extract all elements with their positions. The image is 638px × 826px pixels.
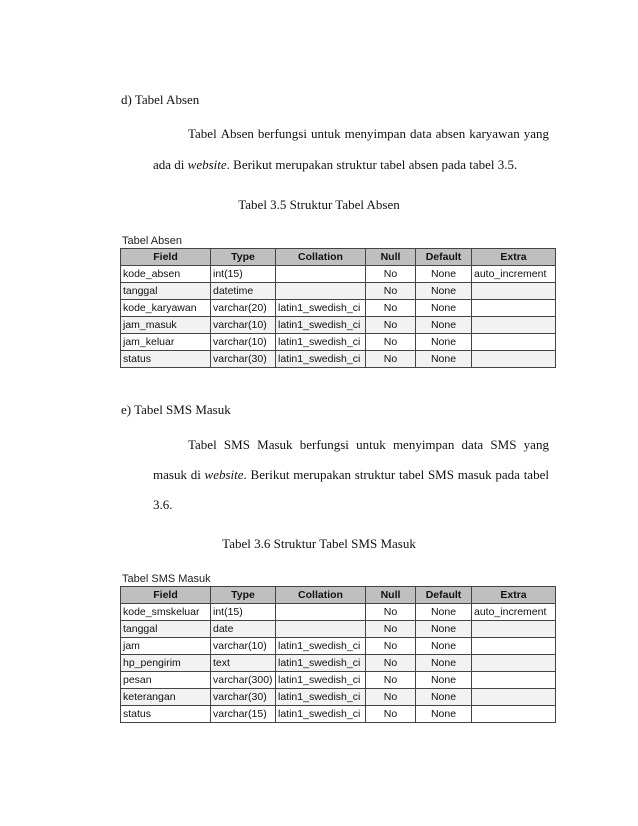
section-e-paragraph-line1 [188,438,549,451]
table-cell-collation: latin1_swedish_ci [276,689,366,706]
table-cell-default: None [416,655,472,672]
paragraph-word: untuk [356,437,386,452]
table-cell-collation: latin1_swedish_ci [276,317,366,334]
table-row [121,317,556,334]
table-cell-collation: latin1_swedish_ci [276,638,366,655]
table-cell-type: varchar(10) [211,317,276,334]
column-header-collation: Collation [276,587,366,604]
table-cell-extra [472,351,556,368]
section-d-paragraph-line1 [188,127,549,140]
paragraph-word: tabel [398,467,425,482]
paragraph-word: yang [523,126,549,141]
table-3-6-caption: Tabel 3.6 Struktur Tabel SMS Masuk [222,536,416,551]
section-d-heading: d) Tabel Absen [121,92,200,107]
paragraph-word: Absen [220,126,254,141]
table-cell-null: No [366,317,416,334]
table-cell-null: No [366,334,416,351]
table-cell-null: No [366,604,416,621]
table-cell-collation: latin1_swedish_ci [276,655,366,672]
tabel-sms-masuk-figure [120,572,556,723]
table-cell-extra [472,689,556,706]
paragraph-word: struktur [354,467,396,482]
tabel-sms-masuk-table [120,586,556,723]
table-cell-extra [472,334,556,351]
table-cell-extra [472,621,556,638]
table-cell-default: None [416,317,472,334]
paragraph-word: di [190,467,201,482]
table-cell-field: pesan [121,672,211,689]
table-cell-default: None [416,283,472,300]
table-cell-type: text [211,655,276,672]
paragraph-word: berfungsi [257,126,307,141]
tabel-sms-masuk-title: Tabel SMS Masuk [122,573,211,585]
table-cell-field: status [121,351,211,368]
table-cell-type: varchar(300) [211,672,276,689]
table-row [121,334,556,351]
paragraph-word: Tabel [188,126,217,141]
column-header-type: Type [211,249,276,266]
table-cell-default: None [416,351,472,368]
table-cell-field: kode_smskeluar [121,604,211,621]
table-row [121,604,556,621]
table-row [121,283,556,300]
table-row [121,621,556,638]
table-cell-type: int(15) [211,604,276,621]
table-cell-null: No [366,638,416,655]
table-cell-collation [276,266,366,283]
table-header-row [121,249,556,266]
paragraph-word: SMS [490,437,517,452]
paragraph-word: data [409,126,432,141]
paragraph-word: merupakan [293,467,352,482]
table-cell-extra [472,283,556,300]
table-cell-type: date [211,621,276,638]
table-cell-collation: latin1_swedish_ci [276,300,366,317]
table-cell-extra [472,317,556,334]
table-cell-type: varchar(30) [211,689,276,706]
table-cell-type: varchar(10) [211,638,276,655]
table-row [121,689,556,706]
table-cell-type: datetime [211,283,276,300]
table-cell-field: jam_masuk [121,317,211,334]
paragraph-word: . [243,467,247,482]
table-cell-collation [276,604,366,621]
table-cell-field: jam [121,638,211,655]
paragraph-word: SMS [223,437,250,452]
section-d-paragraph-text: ada di [153,157,188,172]
table-cell-extra: auto_increment [472,604,556,621]
table-cell-collation: latin1_swedish_ci [276,351,366,368]
table-cell-type: varchar(20) [211,300,276,317]
website-term: website [187,157,227,172]
column-header-default: Default [416,587,472,604]
paragraph-word: untuk [310,126,341,141]
column-header-extra: Extra [472,249,556,266]
table-cell-default: None [416,689,472,706]
table-cell-field: kode_karyawan [121,300,211,317]
table-cell-null: No [366,621,416,638]
table-cell-extra: auto_increment [472,266,556,283]
column-header-collation: Collation [276,249,366,266]
table-row [121,655,556,672]
paragraph-word: masuk [153,467,187,482]
table-cell-type: varchar(30) [211,351,276,368]
column-header-null: Null [366,249,416,266]
table-cell-null: No [366,300,416,317]
table-cell-null: No [366,672,416,689]
paragraph-word: berfungsi [299,437,349,452]
table-cell-type: varchar(15) [211,706,276,723]
table-cell-default: None [416,266,472,283]
table-cell-collation: latin1_swedish_ci [276,334,366,351]
table-cell-null: No [366,266,416,283]
table-row [121,638,556,655]
table-header-row [121,587,556,604]
paragraph-word: absen [435,126,466,141]
paragraph-word: menyimpan [392,437,455,452]
tabel-absen-title: Tabel Absen [122,235,182,247]
table-cell-field: kode_absen [121,266,211,283]
paragraph-word: data [461,437,484,452]
table-cell-null: No [366,689,416,706]
table-cell-null: No [366,283,416,300]
table-cell-null: No [366,706,416,723]
paragraph-word: pada [495,467,520,482]
table-cell-collation: latin1_swedish_ci [276,706,366,723]
table-cell-collation [276,283,366,300]
section-e-paragraph-line2 [153,468,549,481]
column-header-extra: Extra [472,587,556,604]
table-cell-extra [472,300,556,317]
paragraph-word: Berikut [250,467,290,482]
column-header-field: Field [121,587,211,604]
table-cell-null: No [366,655,416,672]
column-header-null: Null [366,587,416,604]
tabel-absen-figure [120,234,556,368]
column-header-type: Type [211,587,276,604]
column-header-field: Field [121,249,211,266]
website-term: website [204,467,244,482]
table-cell-type: int(15) [211,266,276,283]
tabel-absen-table [120,248,556,368]
table-cell-field: tanggal [121,283,211,300]
table-cell-extra [472,638,556,655]
table-cell-default: None [416,604,472,621]
table-cell-default: None [416,621,472,638]
table-cell-field: tanggal [121,621,211,638]
table-cell-field: hp_pengirim [121,655,211,672]
table-cell-null: No [366,351,416,368]
table-cell-collation [276,621,366,638]
table-cell-default: None [416,706,472,723]
table-3-5-caption: Tabel 3.5 Struktur Tabel Absen [238,197,400,212]
table-cell-collation: latin1_swedish_ci [276,672,366,689]
paragraph-word: Masuk [257,437,293,452]
table-cell-field: jam_keluar [121,334,211,351]
section-d-paragraph-text-end: . Berikut merupakan struktur tabel absen pada tabel 3.5. [226,157,518,172]
table-cell-default: None [416,672,472,689]
table-row [121,351,556,368]
table-row [121,300,556,317]
paragraph-word: menyimpan [344,126,406,141]
table-row [121,672,556,689]
table-cell-field: keterangan [121,689,211,706]
table-row [121,706,556,723]
table-cell-extra [472,655,556,672]
table-cell-extra [472,706,556,723]
table-cell-default: None [416,638,472,655]
section-e-paragraph-line3: 3.6. [153,497,173,512]
paragraph-word: yang [523,437,549,452]
table-row [121,266,556,283]
table-cell-field: status [121,706,211,723]
paragraph-word: SMS [427,467,454,482]
section-d-paragraph-line2 [153,158,517,171]
paragraph-word: tabel [523,467,549,482]
section-e-heading: e) Tabel SMS Masuk [121,402,231,417]
table-cell-default: None [416,300,472,317]
paragraph-word: masuk [457,467,492,482]
paragraph-word: Tabel [188,437,217,452]
table-cell-type: varchar(10) [211,334,276,351]
table-cell-default: None [416,334,472,351]
column-header-default: Default [416,249,472,266]
table-cell-extra [472,672,556,689]
paragraph-word: karyawan [469,126,520,141]
website-term-group [205,468,247,481]
